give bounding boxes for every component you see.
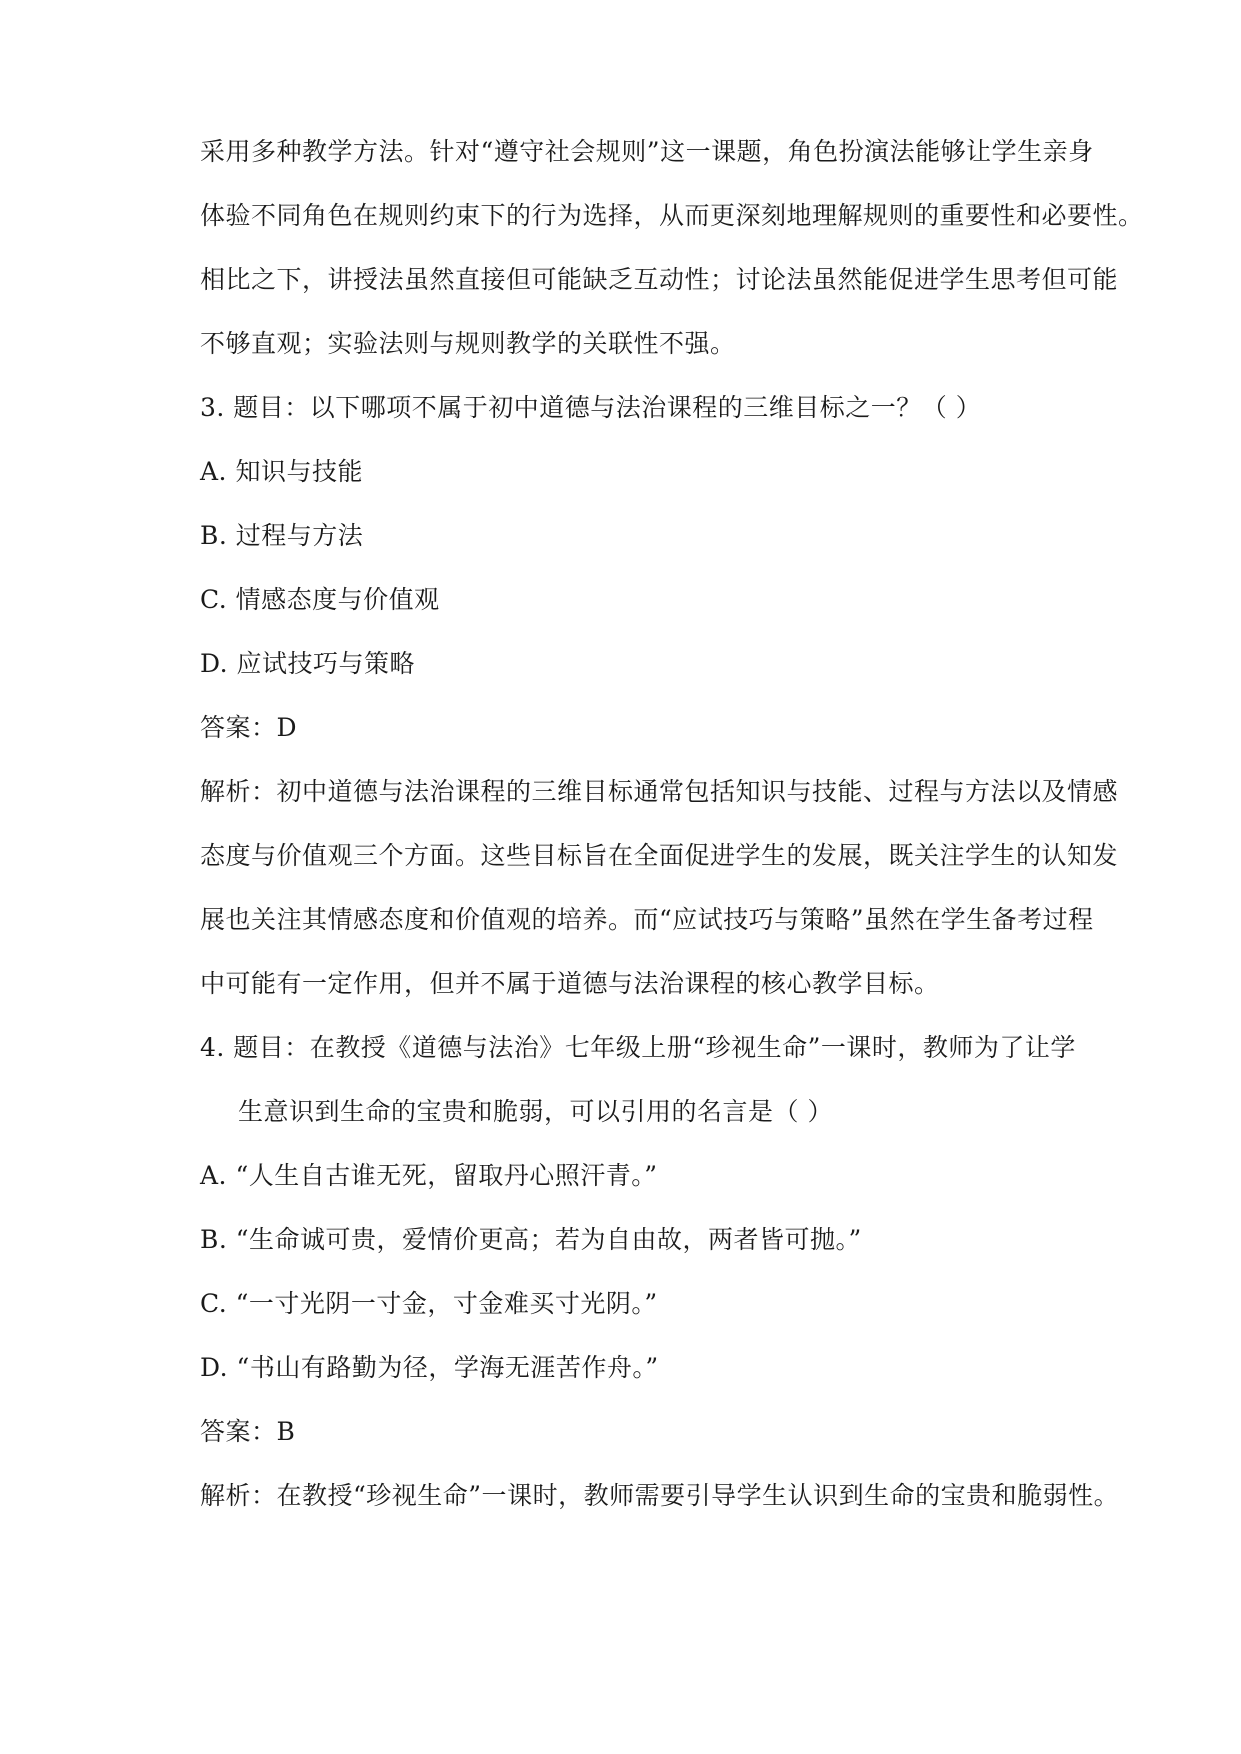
paragraph-line: 不够直观；实验法则与规则教学的关联性不强。 [200,329,736,358]
q3-analysis-line: 解析：初中道德与法治课程的三维目标通常包括知识与技能、过程与方法以及情感 [200,777,1119,806]
q4-option-a: A. “人生自古谁无死，留取丹心照汗青。” [200,1161,658,1190]
q4-option-b: B. “生命诚可贵，爱情价更高；若为自由故，两者皆可抛。” [200,1225,862,1254]
q4-option-d: D. “书山有路勤为径，学海无涯苦作舟。” [200,1353,659,1382]
q4-analysis-line: 解析：在教授“珍视生命”一课时，教师需要引导学生认识到生命的宝贵和脆弱性。 [200,1481,1120,1510]
q4-option-c: C. “一寸光阴一寸金，寸金难买寸光阴。” [200,1289,658,1318]
paragraph-line: 采用多种教学方法。针对“遵守社会规则”这一课题，角色扮演法能够让学生亲身 [200,137,1094,166]
q4-answer: 答案：B [200,1417,296,1446]
question-4-continued: 生意识到生命的宝贵和脆弱，可以引用的名言是（ ） [238,1097,833,1126]
q3-answer: 答案：D [200,713,298,742]
q3-analysis-line: 中可能有一定作用，但并不属于道德与法治课程的核心教学目标。 [200,969,940,998]
q3-analysis-line: 展也关注其情感态度和价值观的培养。而“应试技巧与策略”虽然在学生备考过程 [200,905,1094,934]
q3-option-c: C. 情感态度与价值观 [200,585,440,614]
q3-option-d: D. 应试技巧与策略 [200,649,416,678]
question-3: 3. 题目：以下哪项不属于初中道德与法治课程的三维目标之一？（ ） [200,393,982,422]
paragraph-line: 相比之下，讲授法虽然直接但可能缺乏互动性；讨论法虽然能促进学生思考但可能 [200,265,1119,294]
paragraph-line: 体验不同角色在规则约束下的行为选择，从而更深刻地理解规则的重要性和必要性。 [200,201,1144,230]
q3-analysis-line: 态度与价值观三个方面。这些目标旨在全面促进学生的发展，既关注学生的认知发 [200,841,1119,870]
question-4: 4. 题目：在教授《道德与法治》七年级上册“珍视生命”一课时，教师为了让学 [200,1033,1076,1062]
q3-option-b: B. 过程与方法 [200,521,364,550]
q3-option-a: A. 知识与技能 [200,457,363,486]
